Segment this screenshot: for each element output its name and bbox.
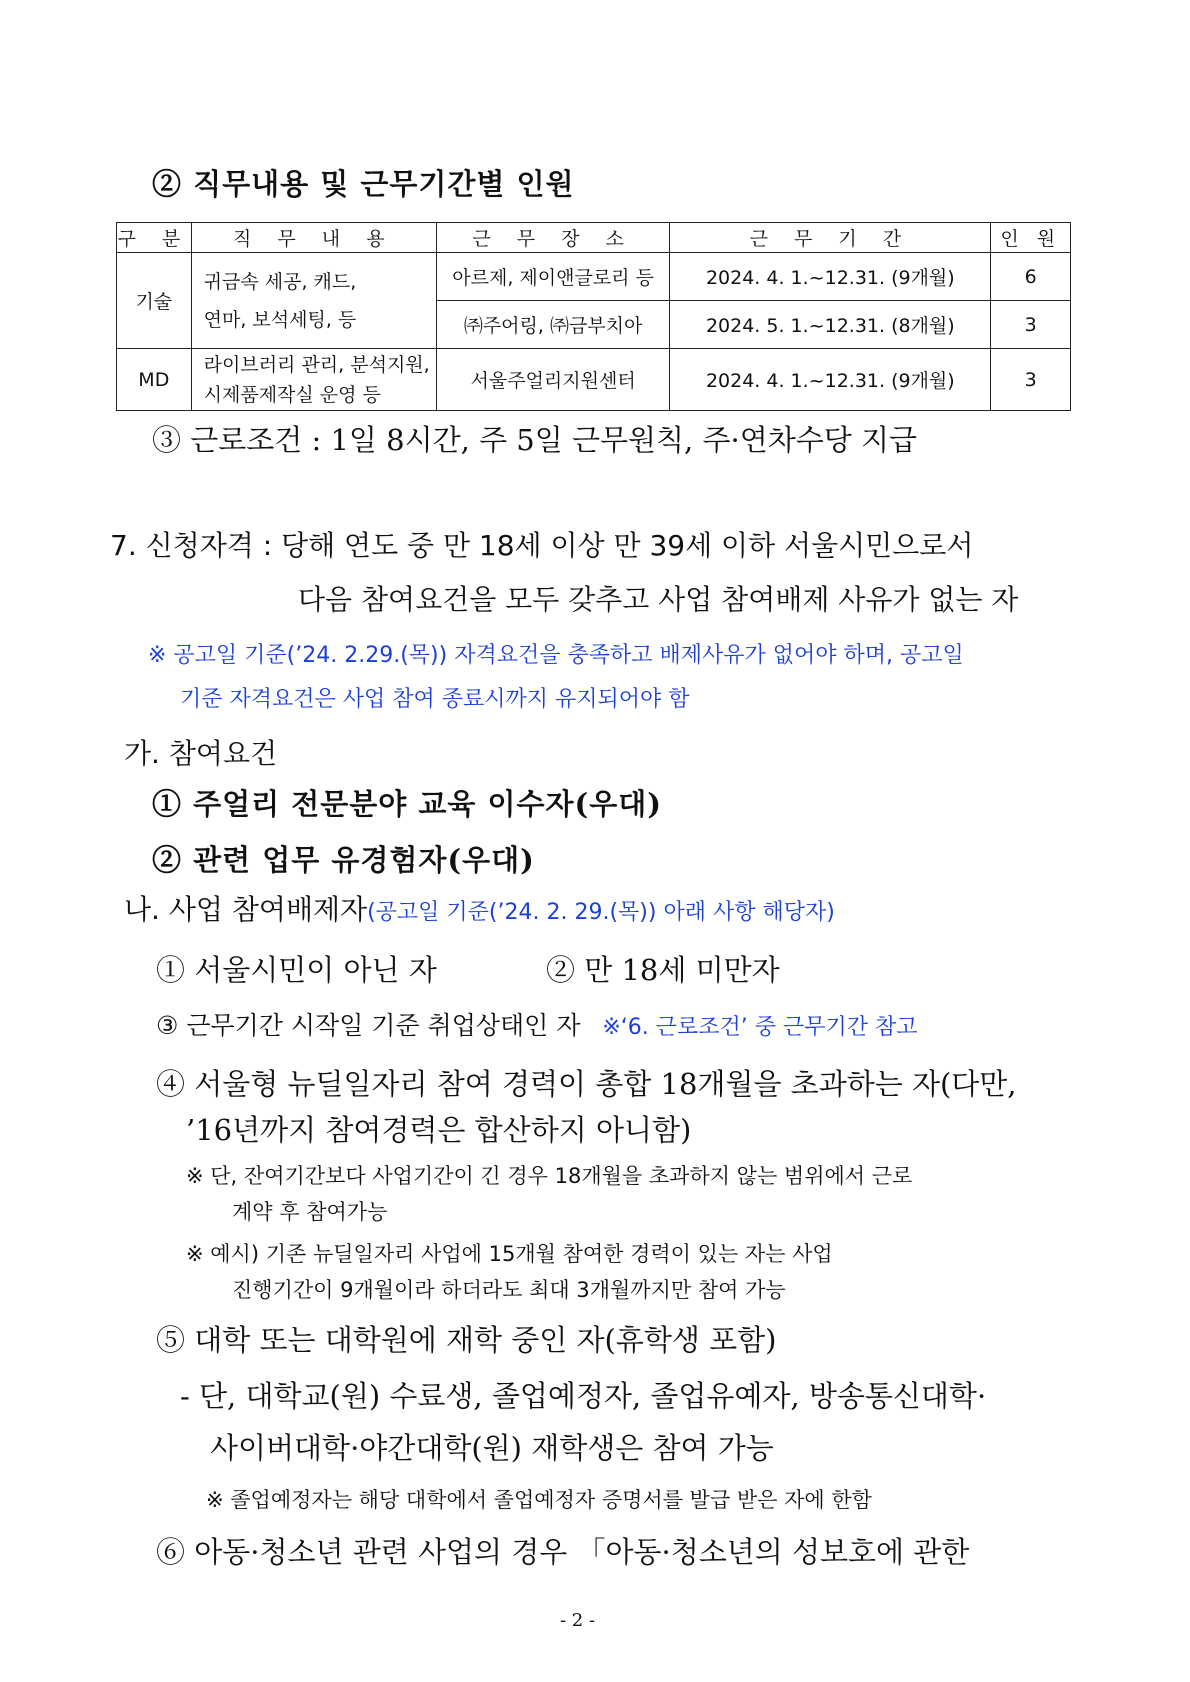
exclusion-note: ※ 예시) 기존 뉴딜일자리 사업에 15개월 참여한 경력이 있는 자는 사업: [186, 1242, 833, 1266]
table-header-row: [117, 223, 1071, 253]
exclusion-item: ② 만 18세 미만자: [546, 953, 780, 987]
place-cell: 서울주얼리지원센터: [436, 349, 669, 411]
exclusion-note: ※ 단, 잔여기간보다 사업기간이 긴 경우 18개월을 초과하지 않는 범위에서 근로: [186, 1164, 913, 1188]
exclusion-title-text: 나. 사업 참여배제자: [124, 893, 368, 926]
category-cell: MD: [117, 349, 192, 411]
exclusion-subitem: - 단, 대학교(원) 수료생, 졸업예정자, 졸업유예자, 방송통신대학·: [180, 1379, 987, 1413]
duties-line: 귀금속 세공, 캐드,: [203, 270, 357, 293]
section-eligibility-line1: 7. 신청자격 : 당해 연도 중 만 18세 이상 만 39세 이하 서울시민으로서: [110, 529, 974, 562]
page-number: - 2 -: [560, 1610, 596, 1631]
count-cell: 6: [991, 253, 1071, 301]
exclusion-subitem-continuation: 사이버대학·야간대학(원) 재학생은 참여 가능: [210, 1431, 774, 1465]
exclusion-note: ※ 졸업예정자는 해당 대학에서 졸업예정자 증명서를 발급 받은 자에 한함: [206, 1488, 872, 1512]
requirement-item: ② 관련 업무 유경험자(우대): [152, 843, 535, 877]
exclusion-item-note: ※‘6. 근로조건’ 중 근무기간 참고: [602, 1015, 918, 1040]
exclusion-item: ⑥ 아동·청소년 관련 사업의 경우 「아동·청소년의 성보호에 관한: [156, 1535, 970, 1569]
period-cell: 2024. 4. 1.~12.31. (9개월): [670, 349, 991, 411]
count-cell: 3: [991, 349, 1071, 411]
exclusion-item-text: ③ 근무기간 시작일 기준 취업상태인 자: [156, 1011, 581, 1040]
requirement-item: ① 주얼리 전문분야 교육 이수자(우대): [152, 787, 663, 821]
table-row: [117, 349, 1071, 411]
place-cell: ㈜주어링, ㈜금부치아: [436, 301, 669, 349]
exclusion-title-note: (공고일 기준(’24. 2. 29.(목)) 아래 사항 해당자): [367, 900, 835, 925]
table-row: [117, 253, 1071, 301]
exclusion-item-continuation: ’16년까지 참여경력은 합산하지 아니함): [186, 1113, 692, 1147]
working-conditions: ③ 근로조건 : 1일 8시간, 주 5일 근무원칙, 주·연차수당 지급: [152, 423, 918, 457]
table-header-cell: 근 무 장 소: [436, 223, 669, 253]
eligibility-note-line2: 기준 자격요건은 사업 참여 종료시까지 유지되어야 함: [180, 687, 690, 712]
job-table: [116, 222, 1071, 411]
exclusion-item: ① 서울시민이 아닌 자: [156, 953, 437, 987]
duties-line: 연마, 보석세팅, 등: [203, 308, 357, 331]
duties-line: 라이브러리 관리, 분석지원,: [203, 353, 430, 376]
period-cell: 2024. 5. 1.~12.31. (8개월): [670, 301, 991, 349]
subsection-requirements-title: 가. 참여요건: [124, 737, 278, 770]
exclusion-item: [156, 1006, 918, 1042]
exclusion-item: ④ 서울형 뉴딜일자리 참여 경력이 총합 18개월을 초과하는 자(다만,: [156, 1067, 1017, 1101]
subsection-exclusion-title: [124, 888, 835, 928]
count-cell: 3: [991, 301, 1071, 349]
category-cell: 기술: [117, 253, 192, 349]
exclusion-item: ⑤ 대학 또는 대학원에 재학 중인 자(휴학생 포함): [156, 1323, 777, 1357]
duties-cell: [191, 253, 436, 349]
table-header-cell: 근 무 기 간: [670, 223, 991, 253]
exclusion-note-continuation: 진행기간이 9개월이라 하더라도 최대 3개월까지만 참여 가능: [232, 1278, 786, 1302]
section-title-job-content: ② 직무내용 및 근무기간별 인원: [152, 167, 575, 201]
table-header-cell: 직 무 내 용: [191, 223, 436, 253]
eligibility-note-line1: ※ 공고일 기준(’24. 2.29.(목)) 자격요건을 충족하고 배제사유가 없어야 하며, 공고일: [148, 643, 964, 668]
place-cell: 아르제, 제이앤글로리 등: [436, 253, 669, 301]
table-header-cell: 구 분: [117, 223, 192, 253]
exclusion-note-continuation: 계약 후 참여가능: [232, 1200, 388, 1224]
table-header-cell: 인 원: [991, 223, 1071, 253]
section-eligibility-line2: 다음 참여요건을 모두 갖추고 사업 참여배제 사유가 없는 자: [298, 583, 1019, 616]
duties-cell: [191, 349, 436, 411]
duties-line: 시제품제작실 운영 등: [203, 383, 381, 406]
period-cell: 2024. 4. 1.~12.31. (9개월): [670, 253, 991, 301]
